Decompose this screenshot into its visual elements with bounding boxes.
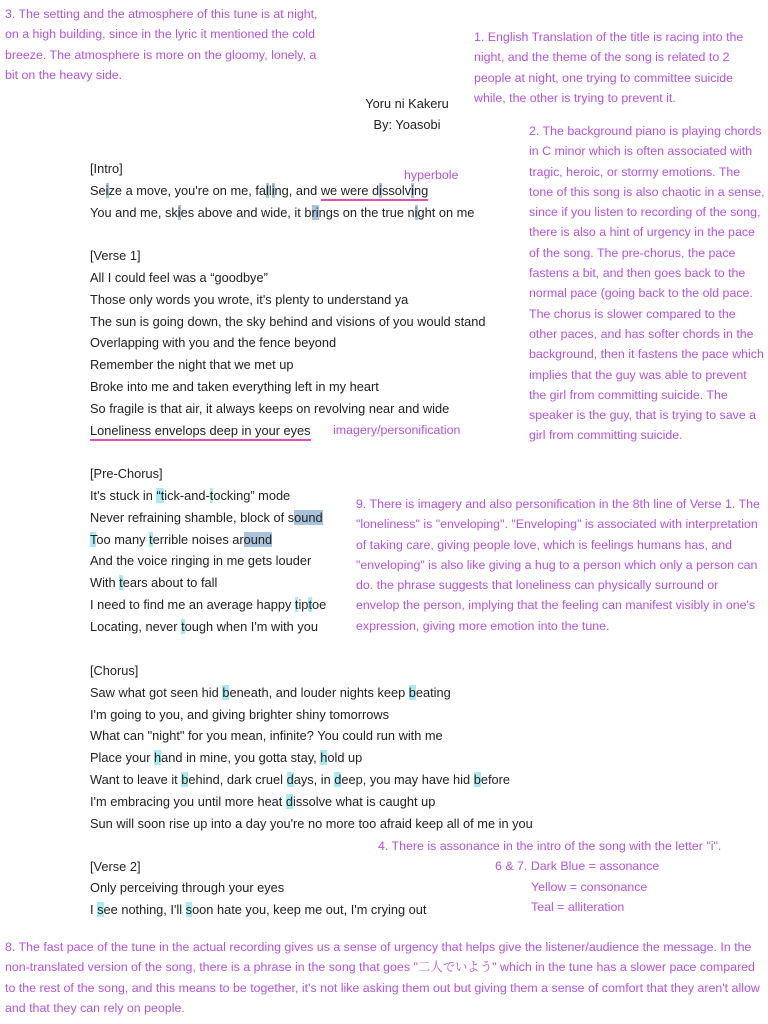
chorus-line-5: Want to leave it behind, dark cruel days, in deep, you may have hid before xyxy=(90,772,510,787)
verse1-line-8: Loneliness envelops deep in your eyes xyxy=(90,420,311,442)
prechorus-line-1: It's stuck in “tick-and-tocking” mode xyxy=(90,488,291,503)
verse2-line-1: Only perceiving through your eyes xyxy=(90,880,285,895)
section-verse-2: [Verse 2] xyxy=(90,859,141,874)
song-title: Yoru ni Kakeru xyxy=(365,96,449,111)
legend-alliteration: Teal = alliteration xyxy=(531,900,625,914)
section-intro: [Intro] xyxy=(90,161,123,176)
annotation-1: 1. English Translation of the title is racing into the night, and the theme of the song is related to 2 people at night, one trying to committee suicide while, the other is trying to prevent it. xyxy=(474,30,744,105)
imagery-label: imagery/personification xyxy=(333,423,461,437)
chorus-line-3: What can "night" for you mean, infinite? You could run with me xyxy=(90,728,443,743)
verse1-line-5: Remember the night that we met up xyxy=(90,357,294,372)
section-chorus: [Chorus] xyxy=(90,663,139,678)
legend-consonance: Yellow = consonance xyxy=(531,880,648,894)
annotation-8: 8. The fast pace of the tune in the actual recording gives us a sense of urgency that helps give the listener/audience the message. In the non-translated version of the song, there is a phrase in the song that goes "二人でいよう" which in the tune has a slower pace compared to the rest of the song, and this means to be together, it's not like asking them out but giving them a sense of comfort that they aren't allow and that they can rely on people. xyxy=(5,940,760,1015)
verse1-line-1: All I could feel was a “goodbye” xyxy=(90,270,268,285)
prechorus-line-3: Too many terrible noises around xyxy=(90,532,273,547)
section-verse-1: [Verse 1] xyxy=(90,248,141,263)
verse2-line-2: I see nothing, I'll soon hate you, keep me out, I'm crying out xyxy=(90,902,427,917)
annotation-9: 9. There is imagery and also personification in the 8th line of Verse 1. The "loneliness" is "enveloping". "Enveloping" is associated with interpretation of taking care, giving people love, which is feelings humans has, and "enveloping" is also like giving a hug to a person which only a person can do. the phrase suggests that loneliness can physically surround or envelop the person, implying that the feeling can manifest visibly in one's expression, giving more emotion into the tune. xyxy=(356,497,760,633)
prechorus-line-6: I need to find me an average happy tiptoe xyxy=(90,597,327,612)
hyperbole-label: hyperbole xyxy=(404,168,459,182)
annotation-3: 3. The setting and the atmosphere of this tune is at night, on a high building, since in the lyric it mentioned the cold breeze. The atmosphere is more on the gloomy, lonely, a bit on the heavy side. xyxy=(5,7,318,82)
prechorus-line-2: Never refraining shamble, block of sound xyxy=(90,510,323,525)
chorus-line-1: Saw what got seen hid beneath, and louder nights keep beating xyxy=(90,685,451,700)
verse1-line-2: Those only words you wrote, it's plenty to understand ya xyxy=(90,292,409,307)
song-author: By: Yoasobi xyxy=(373,117,441,132)
chorus-line-7: Sun will soon rise up into a day you're no more too afraid keep all of me in you xyxy=(90,816,533,831)
chorus-line-6: I'm embracing you until more heat dissolve what is caught up xyxy=(90,794,436,809)
section-pre-chorus: [Pre-Chorus] xyxy=(90,466,163,481)
verse1-line-3: The sun is going down, the sky behind and visions of you would stand xyxy=(90,314,486,329)
prechorus-line-7: Locating, never tough when I'm with you xyxy=(90,619,318,634)
legend-assonance: 6 & 7. Dark Blue = assonance xyxy=(495,859,660,873)
prechorus-line-4: And the voice ringing in me gets louder xyxy=(90,553,312,568)
verse1-line-7: So fragile is that air, it always keeps on revolving near and wide xyxy=(90,401,450,416)
verse1-line-6: Broke into me and taken everything left in my heart xyxy=(90,379,379,394)
annotation-2: 2. The background piano is playing chords in C minor which is often associated with tragic, heroic, or stormy emotions. The tone of this song is also chaotic in a sense, since if you listen to recording of the song, there is also a hint of urgency in the pace of the song. The pre-chorus, the pace fastens a bit, and then goes back to the normal pace (going back to the old pace. The chorus is slower compared to the other paces, and has softer chords in the background, then it fastens the pace which implies that the guy was able to prevent the girl from committing suicide. The speaker is the guy, that is trying to save a girl from committing suicide. xyxy=(529,124,765,443)
intro-line-2: You and me, skies above and wide, it brings on the true night on me xyxy=(90,205,475,220)
chorus-line-2: I'm going to you, and giving brighter shiny tomorrows xyxy=(90,707,390,722)
annotation-4: 4. There is assonance in the intro of the song with the letter "i". xyxy=(378,839,722,853)
intro-line-1: Seize a move, you're on me, falling, and we were dissolving xyxy=(90,180,428,202)
chorus-line-4: Place your hand in mine, you gotta stay, hold up xyxy=(90,750,363,765)
verse1-line-4: Overlapping with you and the fence beyond xyxy=(90,335,337,350)
prechorus-line-5: With tears about to fall xyxy=(90,575,218,590)
